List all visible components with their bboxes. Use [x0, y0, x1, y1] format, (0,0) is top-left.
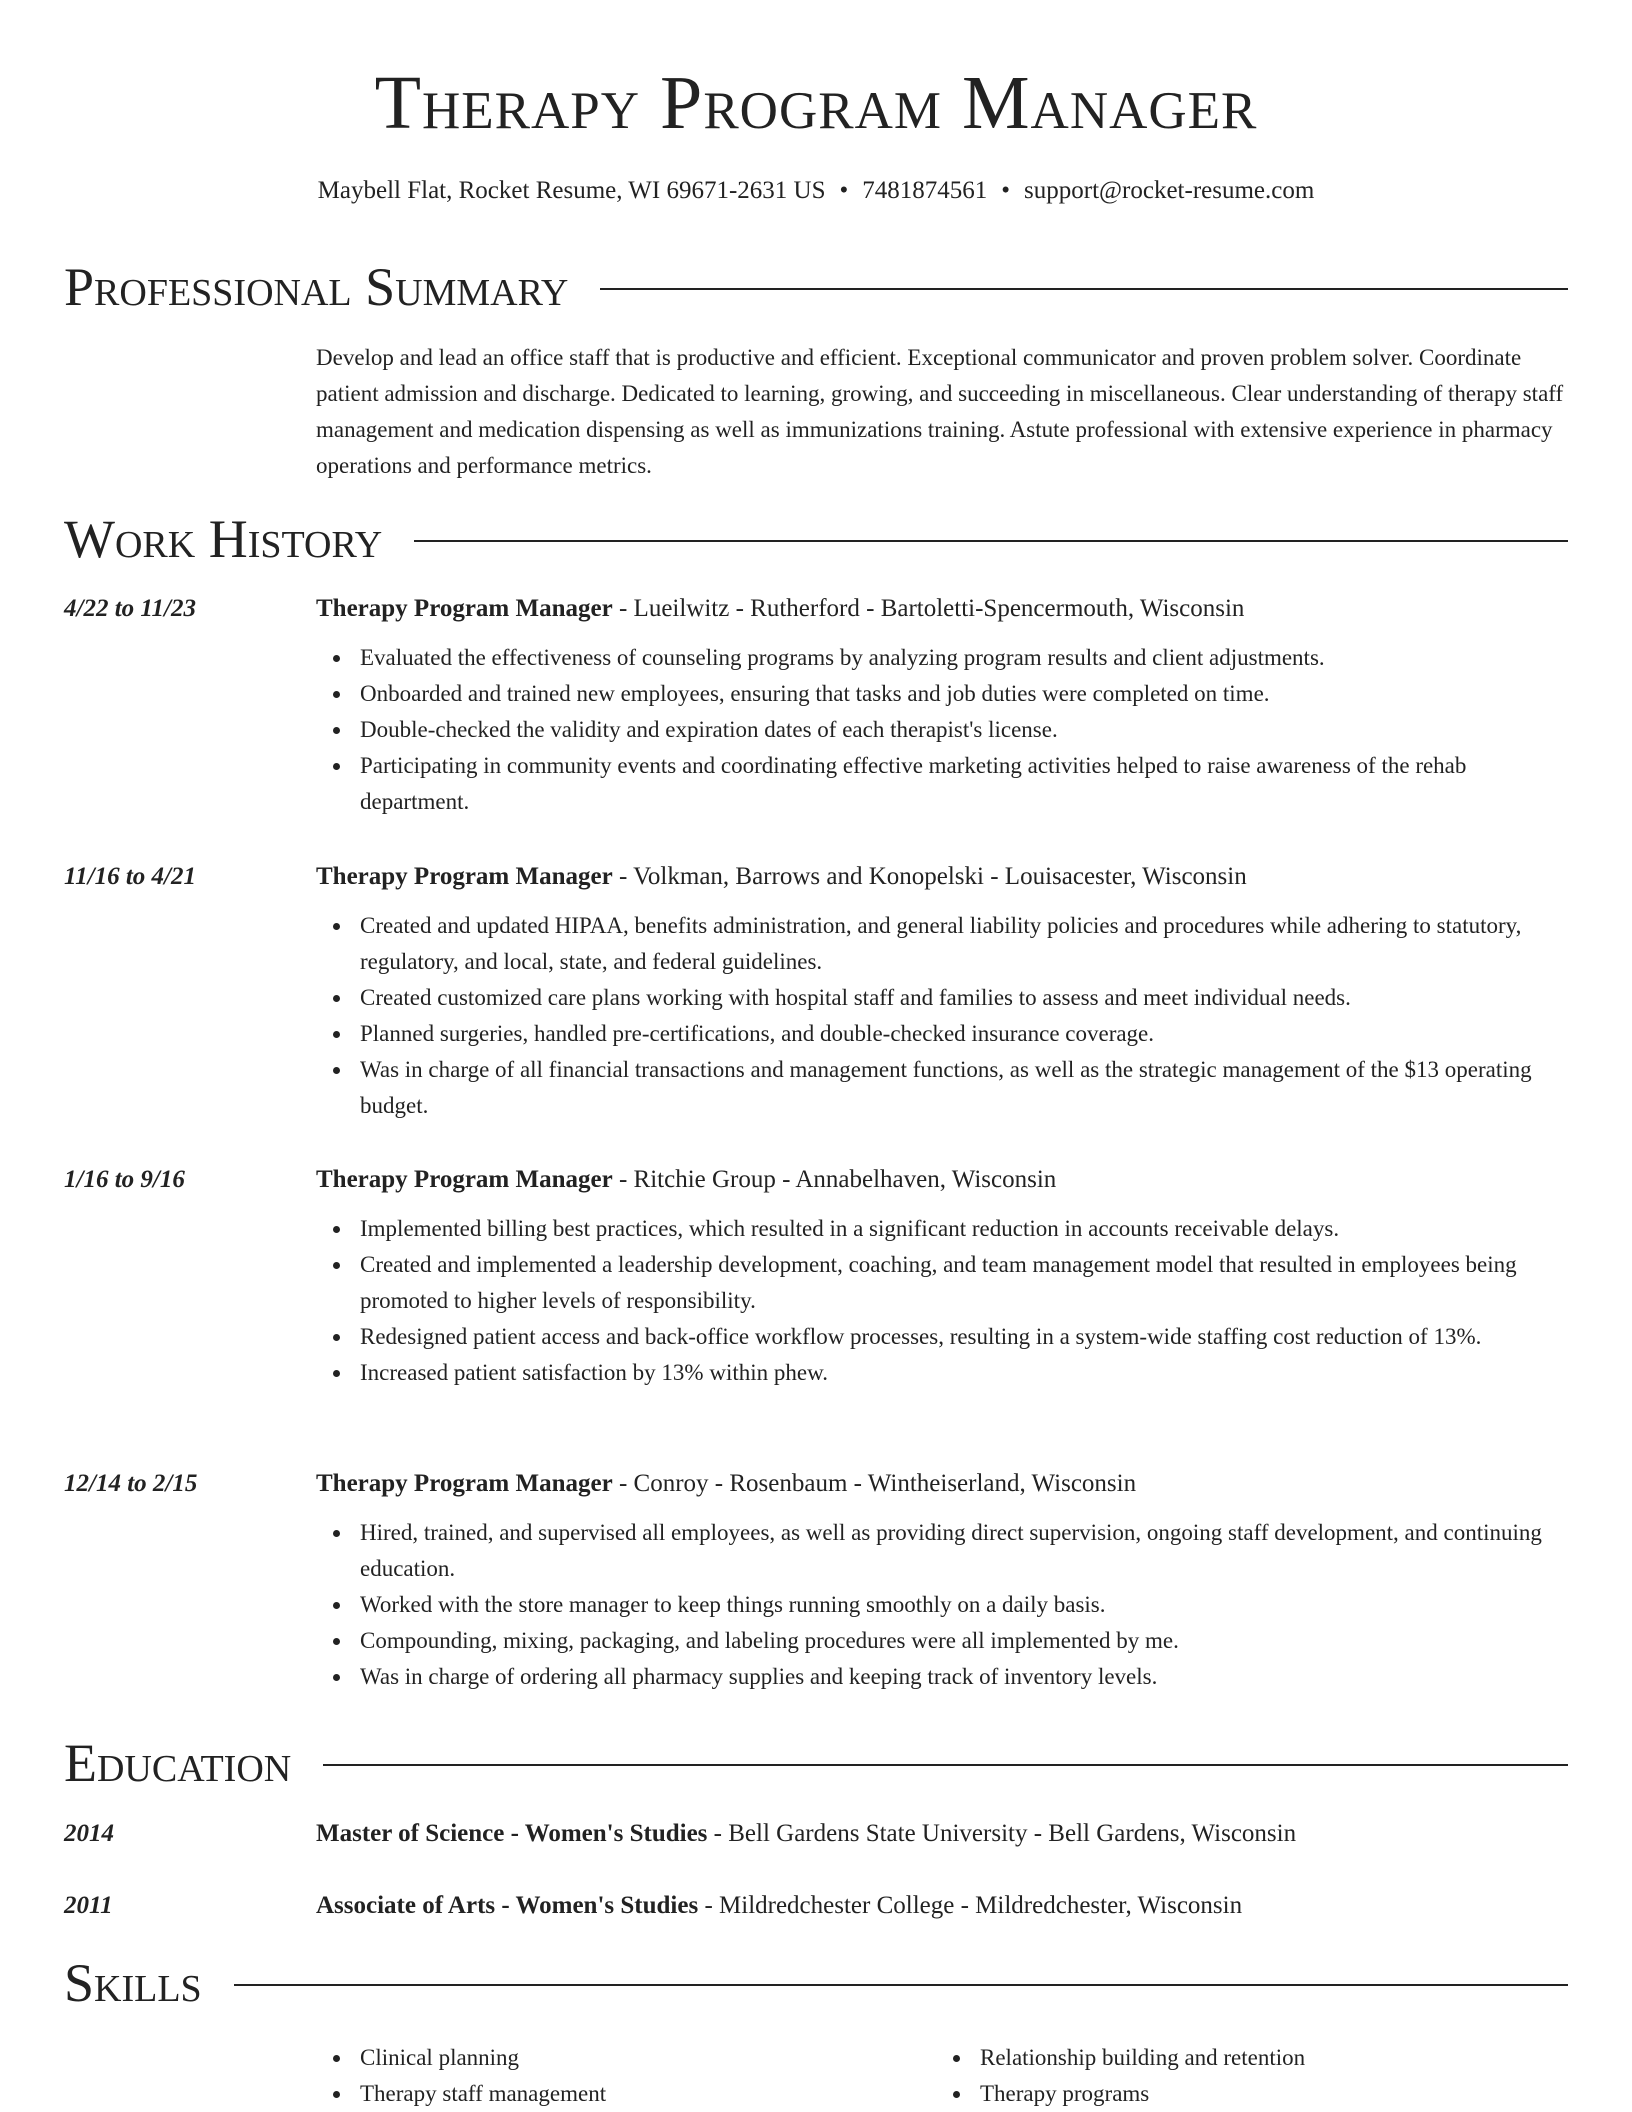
skill-item: Therapy programs [980, 2076, 1540, 2112]
job-bullet: Double-checked the validity and expiration dates of each therapist's license. [360, 712, 1576, 748]
education-line [316, 1817, 1296, 1851]
section-title: Professional Summary [64, 257, 569, 317]
job-bullets [360, 908, 1576, 1124]
summary-text: Develop and lead an office staff that is productive and efficient. Exceptional communicator and proven problem solver. Coordinate patient admission and discharge. Dedicated to learning, growing, and succeeding in miscellaneous. Clear understanding of therapy staff management and medication dispensing as well as immunizations training. Astute professional with extensive experience in pharmacy operations and performance metrics. [316, 345, 1564, 478]
skills-column [980, 2040, 1540, 2112]
job-bullet: Created and implemented a leadership development, coaching, and team management model that resulted in employees being promoted to higher levels of responsibility. [360, 1247, 1576, 1319]
education-entry [64, 1817, 1576, 1851]
job-title-line [316, 860, 1247, 894]
job-bullet: Implemented billing best practices, which resulted in a significant reduction in accounts receivable delays. [360, 1211, 1576, 1247]
section-divider [323, 1764, 1568, 1766]
job-bullet: Participating in community events and coordinating effective marketing activities helped to raise awareness of the rehab department. [360, 748, 1576, 820]
job-dates: 1/16 to 9/16 [64, 1166, 185, 1193]
education-degree: Master of Science - Women's Studies [316, 1820, 708, 1847]
job-bullet: Planned surgeries, handled pre-certifications, and double-checked insurance coverage. [360, 1016, 1576, 1052]
job-bullet: Evaluated the effectiveness of counseling programs by analyzing program results and client adjustments. [360, 640, 1576, 676]
job-bullet: Increased patient satisfaction by 13% within phew. [360, 1355, 1576, 1391]
contact-address: Maybell Flat, Rocket Resume, WI 69671-2631 US [317, 177, 826, 204]
job-title-line [316, 1163, 1056, 1197]
job-bullet: Was in charge of all financial transactions and management functions, as well as the strategic management of the $13 operating budget. [360, 1052, 1576, 1124]
contact-line [0, 174, 1632, 208]
skills-column [360, 2040, 920, 2112]
job-details: - Volkman, Barrows and Konopelski - Louisacester, Wisconsin [612, 863, 1247, 890]
job-details: - Conroy - Rosenbaum - Wintheiserland, Wisconsin [612, 1470, 1137, 1497]
section-title: Skills [64, 1953, 202, 2013]
section-divider [234, 1984, 1568, 1986]
job-bullets [360, 640, 1576, 820]
summary-section-header [64, 252, 1568, 322]
job-bullet: Created customized care plans working with hospital staff and families to assess and meet individual needs. [360, 980, 1576, 1016]
job-title-line [316, 1467, 1136, 1501]
contact-separator: • [839, 177, 849, 204]
education-details: - Mildredchester College - Mildredchester, Wisconsin [698, 1892, 1243, 1919]
skills-section-header [64, 1948, 1568, 2018]
job-details: - Ritchie Group - Annabelhaven, Wisconsin [612, 1166, 1057, 1193]
job-bullets [360, 1211, 1576, 1391]
job-title: Therapy Program Manager [316, 863, 613, 890]
job-bullet: Onboarded and trained new employees, ensuring that tasks and job duties were completed on time. [360, 676, 1576, 712]
education-year: 2014 [64, 1820, 114, 1847]
job-title: Therapy Program Manager [316, 1166, 613, 1193]
contact-separator: • [1001, 177, 1011, 204]
education-line [316, 1889, 1242, 1923]
skill-item: Therapy staff management [360, 2076, 920, 2112]
job-bullets [360, 1515, 1576, 1695]
job-title: Therapy Program Manager [316, 1470, 613, 1497]
contact-phone: 7481874561 [862, 177, 988, 204]
education-details: - Bell Gardens State University - Bell Gardens, Wisconsin [707, 1820, 1297, 1847]
section-title: Work History [64, 509, 383, 569]
job-bullet: Redesigned patient access and back-office workflow processes, resulting in a system-wide staffing cost reduction of 13%. [360, 1319, 1576, 1355]
job-dates: 4/22 to 11/23 [64, 595, 196, 622]
section-title: Education [64, 1733, 292, 1793]
section-divider [414, 540, 1568, 542]
job-title-line [316, 592, 1244, 626]
candidate-name: Therapy Program Manager [374, 61, 1258, 145]
job-bullet: Worked with the store manager to keep things running smoothly on a daily basis. [360, 1587, 1576, 1623]
job-details: - Lueilwitz - Rutherford - Bartoletti-Spencermouth, Wisconsin [612, 595, 1245, 622]
job-title: Therapy Program Manager [316, 595, 613, 622]
skill-item: Clinical planning [360, 2040, 920, 2076]
education-year: 2011 [64, 1892, 113, 1919]
job-dates: 12/14 to 2/15 [64, 1470, 198, 1497]
section-divider [600, 288, 1568, 290]
contact-email: support@rocket-resume.com [1024, 177, 1315, 204]
job-bullet: Created and updated HIPAA, benefits administration, and general liability policies and procedures while adhering to statutory, regulatory, and local, state, and federal guidelines. [360, 908, 1576, 980]
job-dates: 11/16 to 4/21 [64, 863, 196, 890]
work-section-header [64, 504, 1568, 574]
job-bullet: Hired, trained, and supervised all employees, as well as providing direct supervision, ongoing staff development, and continuing education. [360, 1515, 1576, 1587]
skill-item: Relationship building and retention [980, 2040, 1540, 2076]
job-bullet: Compounding, mixing, packaging, and labeling procedures were all implemented by me. [360, 1623, 1576, 1659]
education-entry [64, 1889, 1576, 1923]
job-bullet: Was in charge of ordering all pharmacy supplies and keeping track of inventory levels. [360, 1659, 1576, 1695]
education-section-header [64, 1728, 1568, 1798]
education-degree: Associate of Arts - Women's Studies [316, 1892, 699, 1919]
